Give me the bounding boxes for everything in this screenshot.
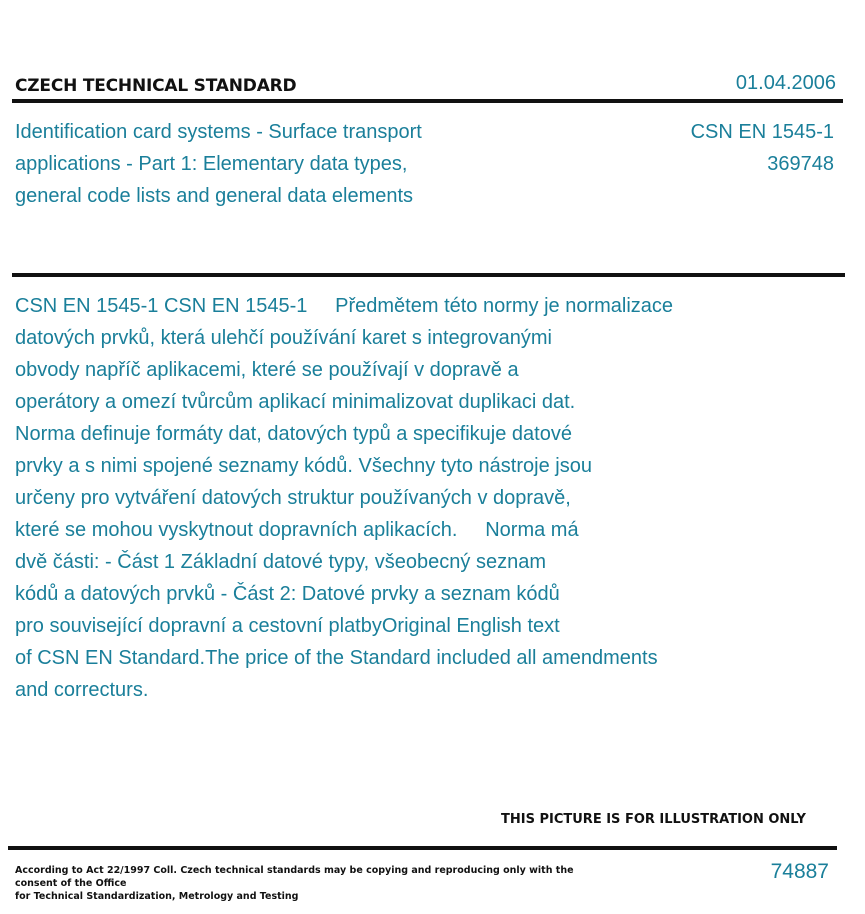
catalog-number: 369748: [767, 153, 834, 175]
legal-line: According to Act 22/1997 Coll. Czech technical standards may be copying and reproducing only with the consent of the Office: [15, 865, 574, 889]
footer-divider: [8, 846, 837, 850]
standard-title: [15, 116, 485, 212]
description-line: prvky a s nimi spojené seznamy kódů. Všechny tyto nástroje jsou: [15, 455, 592, 477]
description-line: datových prvků, která ulehčí používání karet s integrovanými: [15, 327, 552, 349]
description-text: [15, 290, 735, 706]
description-line: and correcturs.: [15, 679, 149, 701]
document-number: 74887: [770, 860, 829, 883]
header-divider: [12, 99, 843, 103]
description-line: of CSN EN Standard.The price of the Standard included all amendments: [15, 647, 658, 669]
description-line: operátory a omezí tvůrcům aplikací minimalizovat duplikaci dat.: [15, 391, 576, 413]
description-line: Norma definuje formáty dat, datových typů a specifikuje datové: [15, 423, 572, 445]
standard-code: CSN EN 1545-1: [690, 121, 834, 143]
document-type-label: CZECH TECHNICAL STANDARD: [15, 76, 297, 96]
title-line: Identification card systems - Surface transport: [15, 121, 422, 143]
standard-identifiers: [691, 116, 834, 180]
description-line: kódů a datových prvků - Část 2: Datové prvky a seznam kódů: [15, 583, 560, 605]
illustration-notice: THIS PICTURE IS FOR ILLUSTRATION ONLY: [501, 812, 806, 827]
description-line: určeny pro vytváření datových struktur používaných v dopravě,: [15, 487, 571, 509]
title-line: applications - Part 1: Elementary data types,: [15, 153, 408, 175]
description-line: obvody napříč aplikacemi, které se používají v dopravě a: [15, 359, 519, 381]
description-line: CSN EN 1545-1 CSN EN 1545-1 Předmětem této normy je normalizace: [15, 295, 674, 317]
legal-notice: [15, 864, 595, 903]
legal-line: for Technical Standardization, Metrology and Testing: [15, 891, 299, 902]
description-line: pro související dopravní a cestovní platbyOriginal English text: [15, 615, 560, 637]
issue-date: 01.04.2006: [735, 72, 836, 94]
section-divider: [12, 273, 845, 277]
description-line: které se mohou vyskytnout dopravních aplikacích. Norma má: [15, 519, 579, 541]
title-line: general code lists and general data elements: [15, 185, 414, 207]
description-line: dvě části: - Část 1 Základní datové typy, všeobecný seznam: [15, 551, 546, 573]
